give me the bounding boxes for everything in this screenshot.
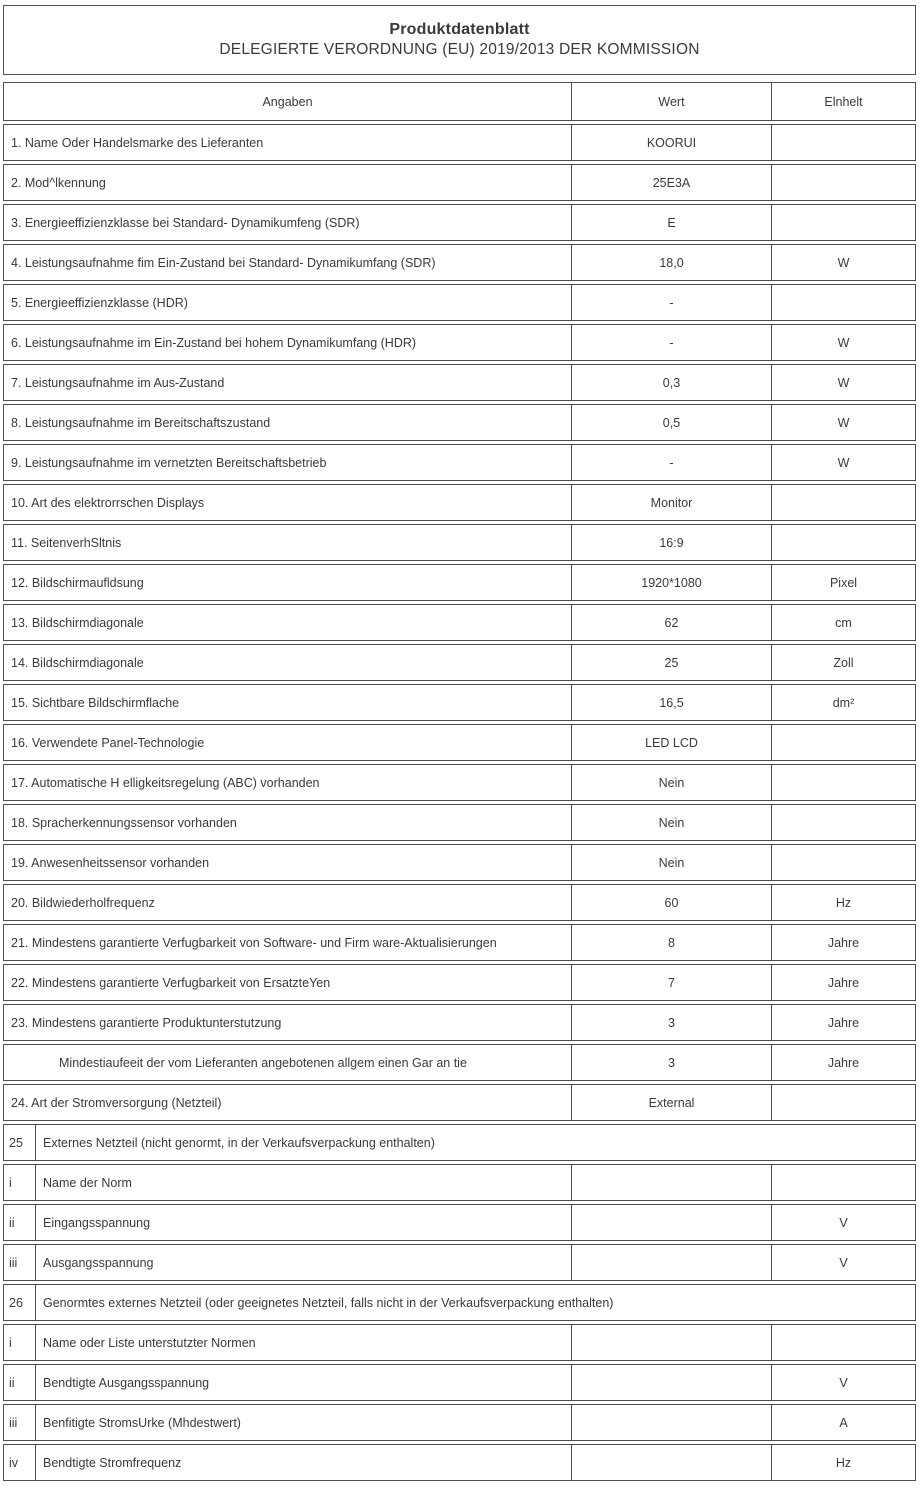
table-row xyxy=(3,1004,916,1041)
einheit-cell xyxy=(771,725,915,760)
wert-cell: 3 xyxy=(571,1005,771,1040)
column-header-angaben: Angaben xyxy=(262,94,313,109)
wert-cell: - xyxy=(571,325,771,360)
wert-cell: - xyxy=(571,445,771,480)
page-title: Produktdatenblatt xyxy=(389,21,530,38)
table-row xyxy=(3,1284,916,1321)
wert-cell: E xyxy=(571,205,771,240)
einheit-cell: W xyxy=(771,245,915,280)
angaben-cell: 19. Anwesenheitssensor vorhanden xyxy=(11,855,210,870)
table-row xyxy=(3,444,916,481)
table-row xyxy=(3,684,916,721)
wert-cell: 8 xyxy=(571,925,771,960)
wert-cell: LED LCD xyxy=(571,725,771,760)
table-body xyxy=(3,124,916,1481)
einheit-cell: W xyxy=(771,445,915,480)
angaben-cell: 6. Leistungsaufnahme im Ein-Zustand bei hohem Dynamikumfang (HDR) xyxy=(11,335,417,350)
table-row xyxy=(3,204,916,241)
angaben-cell: Externes Netzteil (nicht genormt, in der Verkaufsverpackung enthalten) xyxy=(43,1135,435,1150)
einheit-cell: A xyxy=(771,1405,915,1440)
angaben-cell: 21. Mindestens garantierte Verfugbarkeit von Software- und Firm ware-Aktualisierungen xyxy=(11,935,497,950)
wert-cell: Nein xyxy=(571,765,771,800)
wert-cell: Nein xyxy=(571,805,771,840)
angaben-cell: Bendtigte Ausgangsspannung xyxy=(43,1375,210,1390)
table-row xyxy=(3,884,916,921)
angaben-cell: 2. Mod^lkennung xyxy=(11,175,106,190)
wert-cell: 25 xyxy=(571,645,771,680)
einheit-cell xyxy=(771,1165,915,1200)
wert-cell: 62 xyxy=(571,605,771,640)
angaben-cell: 17. Automatische H elligkeitsregelung (ABC) vorhanden xyxy=(11,775,320,790)
table-row xyxy=(3,404,916,441)
table-row xyxy=(3,844,916,881)
row-number-cell: i xyxy=(4,1165,36,1200)
wert-cell xyxy=(571,1325,771,1360)
wert-cell: External xyxy=(571,1085,771,1120)
angaben-cell: 18. Spracherkennungssensor vorhanden xyxy=(11,815,237,830)
einheit-cell xyxy=(771,1085,915,1120)
angaben-cell: 9. Leistungsaufnahme im vernetzten Bereitschaftsbetrieb xyxy=(11,455,327,470)
angaben-cell: Eingangsspannung xyxy=(43,1215,151,1230)
einheit-cell: W xyxy=(771,325,915,360)
angaben-cell: 15. Sichtbare Bildschirmflache xyxy=(11,695,180,710)
row-number-cell: ii xyxy=(4,1205,36,1240)
wert-cell: 0,3 xyxy=(571,365,771,400)
table-row xyxy=(3,124,916,161)
wert-cell: 7 xyxy=(571,965,771,1000)
einheit-cell: W xyxy=(771,365,915,400)
einheit-cell: dm² xyxy=(771,685,915,720)
row-number-cell: iv xyxy=(4,1445,36,1480)
angaben-cell: 3. Energieeffizienzklasse bei Standard- Dynamikumfeng (SDR) xyxy=(11,215,360,230)
table-row xyxy=(3,924,916,961)
column-header-wert: Wert xyxy=(571,83,771,120)
angaben-cell: Name der Norm xyxy=(43,1175,132,1190)
angaben-cell: 24. Art der Stromversorgung (Netzteil) xyxy=(11,1095,222,1110)
angaben-cell: 4. Leistungsaufnahme fim Ein-Zustand bei Standard- Dynamikumfang (SDR) xyxy=(11,255,436,270)
einheit-cell xyxy=(771,285,915,320)
einheit-cell: Jahre xyxy=(771,925,915,960)
table-row xyxy=(3,164,916,201)
wert-cell: 0,5 xyxy=(571,405,771,440)
table-row xyxy=(3,964,916,1001)
einheit-cell: Hz xyxy=(771,1445,915,1480)
wert-cell xyxy=(571,1245,771,1280)
wert-cell xyxy=(571,1165,771,1200)
angaben-cell: Bendtigte Stromfrequenz xyxy=(43,1455,182,1470)
row-number-cell: 25 xyxy=(4,1125,36,1160)
angaben-cell: Mindestiaufeeit der vom Lieferanten angebotenen allgem einen Gar an tie xyxy=(59,1055,467,1070)
wert-cell xyxy=(571,1365,771,1400)
einheit-cell xyxy=(771,805,915,840)
table-row xyxy=(3,1204,916,1241)
wert-cell: - xyxy=(571,285,771,320)
einheit-cell: Hz xyxy=(771,885,915,920)
table-row xyxy=(3,804,916,841)
table-row xyxy=(3,324,916,361)
wert-cell: Nein xyxy=(571,845,771,880)
angaben-cell: 8. Leistungsaufnahme im Bereitschaftszustand xyxy=(11,415,271,430)
table-row xyxy=(3,364,916,401)
angaben-cell: 20. Bildwiederholfrequenz xyxy=(11,895,155,910)
angaben-cell: 16. Verwendete Panel-Technologie xyxy=(11,735,205,750)
wert-cell: 60 xyxy=(571,885,771,920)
einheit-cell: V xyxy=(771,1365,915,1400)
einheit-cell: W xyxy=(771,405,915,440)
einheit-cell xyxy=(771,525,915,560)
angaben-cell: Benfitigte StromsUrke (Mhdestwert) xyxy=(43,1415,241,1430)
wert-cell: Monitor xyxy=(571,485,771,520)
einheit-cell xyxy=(771,485,915,520)
table-row xyxy=(3,1084,916,1121)
angaben-cell: Name oder Liste unterstutzter Normen xyxy=(43,1335,256,1350)
einheit-cell xyxy=(771,125,915,160)
row-number-cell: iii xyxy=(4,1405,36,1440)
table-row xyxy=(3,1164,916,1201)
einheit-cell: cm xyxy=(771,605,915,640)
angaben-cell: 22. Mindestens garantierte Verfugbarkeit von ErsatzteYen xyxy=(11,975,331,990)
row-number-cell: ii xyxy=(4,1365,36,1400)
table-row xyxy=(3,1124,916,1161)
angaben-cell: 12. Bildschirmaufldsung xyxy=(11,575,144,590)
table-row xyxy=(3,244,916,281)
table-row xyxy=(3,724,916,761)
row-number-cell: i xyxy=(4,1325,36,1360)
table-row xyxy=(3,1044,916,1081)
angaben-cell: Genormtes externes Netzteil (oder geeignetes Netzteil, falls nicht in der Verkaufsverpackung enthalten) xyxy=(43,1295,614,1310)
wert-cell: 18,0 xyxy=(571,245,771,280)
wert-cell: 1920*1080 xyxy=(571,565,771,600)
einheit-cell: V xyxy=(771,1245,915,1280)
table-row xyxy=(3,1404,916,1441)
angaben-cell: 7. Leistungsaufnahme im Aus-Zustand xyxy=(11,375,225,390)
table-row xyxy=(3,484,916,521)
wert-cell: 16:9 xyxy=(571,525,771,560)
angaben-cell: 23. Mindestens garantierte Produktunterstutzung xyxy=(11,1015,282,1030)
einheit-cell: Zoll xyxy=(771,645,915,680)
table-row xyxy=(3,524,916,561)
einheit-cell: Pixel xyxy=(771,565,915,600)
einheit-cell xyxy=(771,1325,915,1360)
angaben-cell: Ausgangsspannung xyxy=(43,1255,154,1270)
wert-cell: 16,5 xyxy=(571,685,771,720)
regulation-subtitle: DELEGIERTE VERORDNUNG (EU) 2019/2013 DER KOMMISSION xyxy=(219,41,700,58)
angaben-cell: 1. Name Oder Handelsmarke des Lieferanten xyxy=(11,135,264,150)
einheit-cell xyxy=(771,205,915,240)
angaben-cell: 10. Art des elektrorrschen Displays xyxy=(11,495,205,510)
wert-cell xyxy=(571,1405,771,1440)
table-header-row xyxy=(3,82,916,121)
table-row xyxy=(3,284,916,321)
table-row xyxy=(3,764,916,801)
table-row xyxy=(3,1244,916,1281)
table-row xyxy=(3,1444,916,1481)
angaben-cell: 14. Bildschirmdiagonale xyxy=(11,655,144,670)
einheit-cell xyxy=(771,845,915,880)
title-box xyxy=(3,5,916,75)
wert-cell xyxy=(571,1205,771,1240)
wert-cell: 3 xyxy=(571,1045,771,1080)
table-row xyxy=(3,1364,916,1401)
einheit-cell: Jahre xyxy=(771,1045,915,1080)
einheit-cell: V xyxy=(771,1205,915,1240)
wert-cell: 25E3A xyxy=(571,165,771,200)
einheit-cell: Jahre xyxy=(771,1005,915,1040)
angaben-cell: 11. SeitenverhSltnis xyxy=(11,535,122,550)
table-row xyxy=(3,604,916,641)
table-row xyxy=(3,1324,916,1361)
wert-cell xyxy=(571,1445,771,1480)
angaben-cell: 13. Bildschirmdiagonale xyxy=(11,615,144,630)
row-number-cell: iii xyxy=(4,1245,36,1280)
column-header-einheit: Elnhelt xyxy=(771,83,915,120)
wert-cell: KOORUI xyxy=(571,125,771,160)
table-row xyxy=(3,564,916,601)
angaben-cell: 5. Energieeffizienzklasse (HDR) xyxy=(11,295,188,310)
row-number-cell: 26 xyxy=(4,1285,36,1320)
einheit-cell: Jahre xyxy=(771,965,915,1000)
table-row xyxy=(3,644,916,681)
einheit-cell xyxy=(771,165,915,200)
einheit-cell xyxy=(771,765,915,800)
